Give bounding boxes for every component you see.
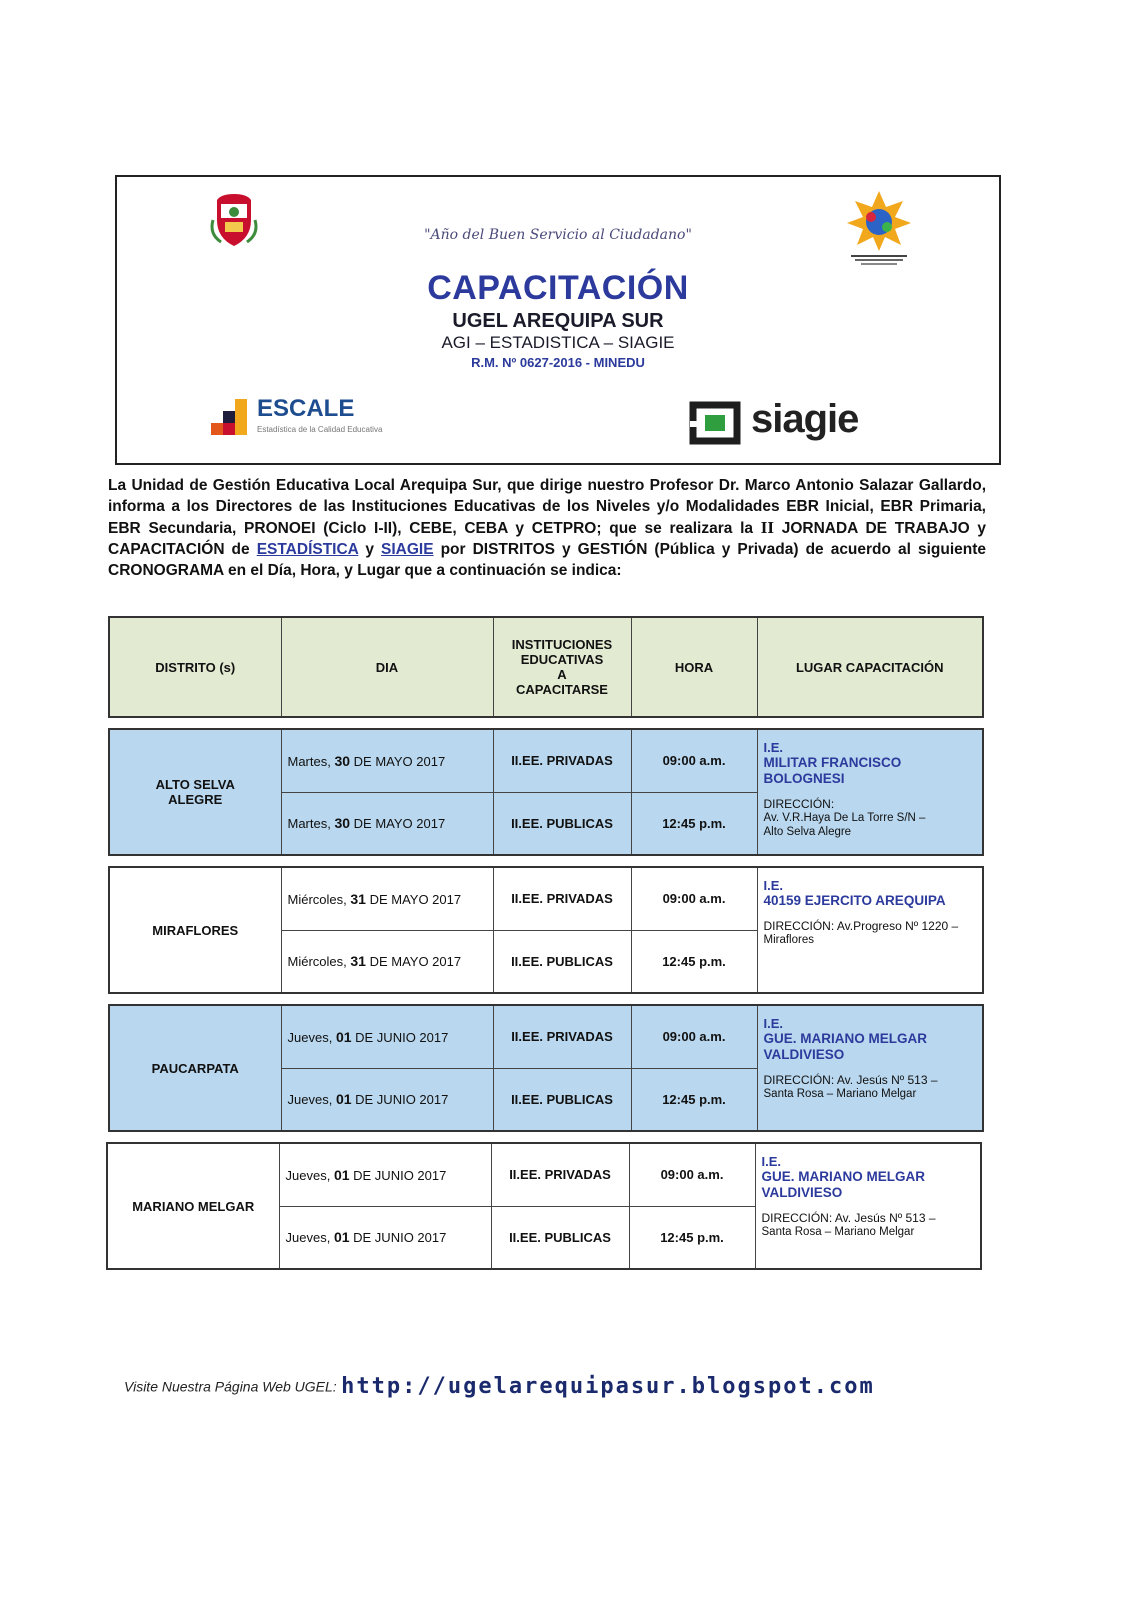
day-cell [281, 1068, 493, 1131]
address-line-1: Santa Rosa – Mariano Melgar [761, 1226, 915, 1238]
day-cell [281, 1005, 493, 1068]
district-name-line-1: MIRAFLORES [152, 922, 239, 938]
institution-type: II.EE. PUBLICAS [493, 930, 631, 993]
header-inst-line-4: CAPACITARSE [516, 682, 608, 697]
table-row [109, 729, 983, 792]
address-label: DIRECCIÓN: Av. Jesús Nº 513 – [763, 1073, 938, 1087]
day-name: Martes, [287, 753, 331, 769]
time-cell: 12:45 p.m. [631, 1068, 757, 1131]
escale-steps-icon [209, 397, 253, 437]
district-name-line-1: ALTO SELVA [155, 777, 235, 792]
venue-cell [755, 1143, 981, 1269]
address-label: DIRECCIÓN: Av.Progreso Nº 1220 – [763, 919, 959, 933]
ie-label: I.E. [763, 740, 784, 755]
time-cell: 09:00 a.m. [629, 1143, 755, 1206]
day-name: Jueves, [287, 1029, 333, 1045]
header-inst-line-2: EDUCATIVAS [520, 652, 604, 667]
day-name: Martes, [287, 816, 331, 832]
ie-name-line-2: VALDIVIESO [761, 1185, 843, 1200]
district-name [109, 729, 281, 855]
day-month: DE JUNIO 2017 [355, 1029, 449, 1045]
venue-cell [757, 1005, 983, 1131]
intro-text-1: La Unidad de Gestión Educativa Local Arequipa Sur, que dirige nuestro Profesor Dr. Marco Antonio Salazar Gallardo, informa a los Directores de las Instituciones Educativas de los Niveles y/o Modalidades EBR Inicial, EBR Primaria, EBR Secundaria, PRONOEI (Ciclo I-II), CEBE, CEBA y CETPRO; que se realizara la [108, 477, 986, 537]
day-cell [279, 1206, 491, 1269]
time-cell: 09:00 a.m. [631, 729, 757, 792]
ie-name-line-1: MILITAR FRANCISCO [763, 755, 902, 770]
header-inst-line-3: A [557, 667, 567, 682]
day-number: 31 [350, 890, 366, 907]
day-number: 01 [333, 1166, 350, 1183]
jornada-number: II [760, 518, 774, 537]
district-name-line-2: ALEGRE [168, 792, 223, 807]
intro-text-4: por DISTRITOS y GESTIÓN (Pública y Privada) de acuerdo al siguiente CRONOGRAMA en el Día, Hora, y Lugar que a continuación se indica: [108, 541, 987, 579]
address-line-1: Av. V.R.Haya De La Torre S/N – [763, 812, 926, 824]
table-row [107, 1143, 981, 1206]
institution-type: II.EE. PUBLICAS [491, 1206, 629, 1269]
area-line: AGI – ESTADISTICA – SIAGIE [441, 333, 675, 352]
address-line-2: Alto Selva Alegre [763, 826, 852, 838]
institution-type: II.EE. PRIVADAS [491, 1143, 629, 1206]
day-month: DE MAYO 2017 [369, 891, 462, 907]
ie-name-line-1: GUE. MARIANO MELGAR [761, 1169, 925, 1184]
day-cell [281, 867, 493, 930]
address-label: DIRECCIÓN: Av. Jesús Nº 513 – [761, 1211, 936, 1225]
day-month: DE JUNIO 2017 [353, 1230, 447, 1246]
ie-label: I.E. [761, 1154, 782, 1169]
siagie-link[interactable]: SIAGIE [381, 541, 434, 558]
siagie-word: siagie [751, 397, 859, 441]
ie-name-line-1: 40159 EJERCITO AREQUIPA [763, 893, 946, 908]
escale-tagline: Estadística de la Calidad Educativa [257, 425, 383, 434]
day-number: 01 [333, 1229, 350, 1246]
header-dia: DIA [281, 617, 493, 717]
time-cell: 12:45 p.m. [631, 930, 757, 993]
district-block-mariano-melgar [106, 1142, 982, 1270]
district-name [109, 867, 281, 993]
header-hora: HORA [631, 617, 757, 717]
ie-name-line-2: BOLOGNESI [763, 771, 845, 786]
schedule-header-table [108, 616, 984, 718]
district-name [107, 1143, 279, 1269]
day-month: DE JUNIO 2017 [355, 1092, 449, 1108]
ie-label: I.E. [763, 878, 784, 893]
intro-paragraph [108, 475, 986, 581]
header-distrito: DISTRITO (s) [109, 617, 281, 717]
institution-type: II.EE. PRIVADAS [493, 729, 631, 792]
day-name: Miércoles, [287, 891, 347, 907]
table-row [109, 867, 983, 930]
district-name [109, 1005, 281, 1131]
table-row [109, 1005, 983, 1068]
district-name-line-1: PAUCARPATA [151, 1060, 239, 1076]
address-line-1: Santa Rosa – Mariano Melgar [763, 1088, 917, 1100]
day-month: DE MAYO 2017 [353, 816, 446, 832]
address-line-1: Miraflores [763, 934, 814, 946]
escale-logo [209, 395, 439, 439]
day-number: 30 [334, 752, 351, 769]
day-number: 01 [335, 1028, 352, 1045]
siagie-square-icon [687, 401, 743, 445]
page-title: CAPACITACIÓN [427, 269, 689, 307]
day-month: DE JUNIO 2017 [353, 1167, 447, 1183]
ie-name-line-1: GUE. MARIANO MELGAR [763, 1031, 927, 1046]
day-cell [281, 729, 493, 792]
address-label: DIRECCIÓN: [763, 797, 835, 811]
intro-text-3: y [358, 541, 381, 558]
header-box [115, 175, 1001, 465]
day-cell [279, 1143, 491, 1206]
estadistica-link[interactable]: ESTADÍSTICA [256, 541, 359, 558]
time-cell: 09:00 a.m. [631, 1005, 757, 1068]
institution-type: II.EE. PUBLICAS [493, 1068, 631, 1131]
time-cell: 12:45 p.m. [629, 1206, 755, 1269]
footer [124, 1374, 1004, 1399]
day-number: 30 [334, 815, 351, 832]
header-instituciones [493, 617, 631, 717]
institution-type: II.EE. PRIVADAS [493, 867, 631, 930]
day-number: 01 [335, 1091, 352, 1108]
day-cell [281, 930, 493, 993]
ugel-subtitle: UGEL AREQUIPA SUR [452, 310, 664, 332]
day-number: 31 [350, 953, 366, 970]
venue-cell [757, 729, 983, 855]
escale-word: ESCALE [257, 395, 355, 422]
day-name: Jueves, [287, 1092, 333, 1108]
resolution-line: R.M. Nº 0627-2016 - MINEDU [471, 355, 645, 370]
venue-cell [757, 867, 983, 993]
day-month: DE MAYO 2017 [353, 753, 446, 769]
intro-text-2: JORNADA DE TRABAJO y CAPACITACIÓN de [108, 520, 986, 558]
footer-label: Visite Nuestra Página Web UGEL: [124, 1378, 337, 1395]
time-cell: 12:45 p.m. [631, 792, 757, 855]
siagie-logo [687, 397, 907, 447]
day-cell [281, 792, 493, 855]
day-name: Jueves, [285, 1167, 331, 1183]
header-lugar: LUGAR CAPACITACIÓN [757, 617, 983, 717]
time-cell: 09:00 a.m. [631, 867, 757, 930]
institution-type: II.EE. PRIVADAS [493, 1005, 631, 1068]
day-month: DE MAYO 2017 [369, 954, 462, 970]
motto: "Año del Buen Servicio al Ciudadano" [424, 227, 692, 243]
header-inst-line-1: INSTITUCIONES [511, 637, 613, 652]
day-name: Jueves, [285, 1230, 331, 1246]
institution-type: II.EE. PUBLICAS [493, 792, 631, 855]
district-name-line-1: MARIANO MELGAR [132, 1198, 255, 1214]
district-block-alto-selva-alegre [108, 728, 984, 856]
ie-name-line-2: VALDIVIESO [763, 1047, 845, 1062]
ie-label: I.E. [763, 1016, 784, 1031]
district-block-paucarpata [108, 1004, 984, 1132]
website-link[interactable]: http://ugelarequipasur.blogspot.com [341, 1374, 875, 1399]
district-block-miraflores [108, 866, 984, 994]
day-name: Miércoles, [287, 954, 347, 970]
